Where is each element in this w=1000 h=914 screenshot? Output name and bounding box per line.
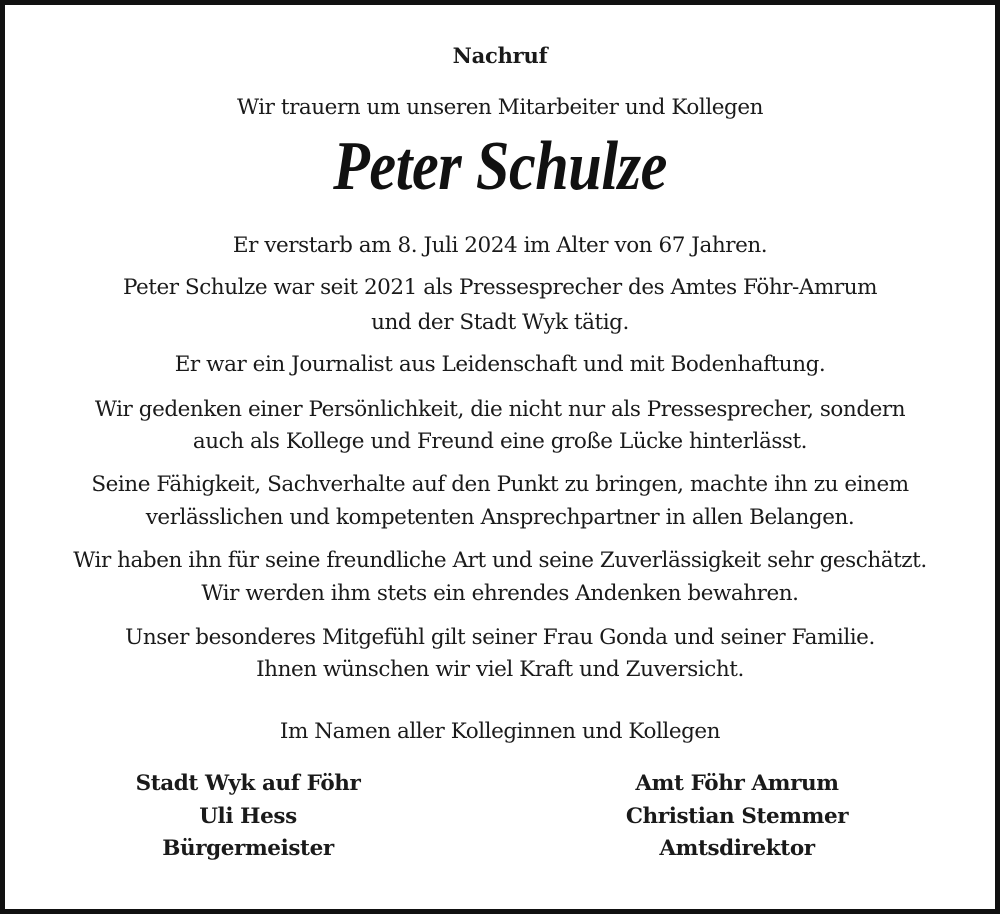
paragraph-personality-line-1: Wir gedenken einer Persönlichkeit, die nicht nur als Pressesprecher, sondern — [94, 397, 906, 422]
paragraph-ability-line-2: verlässlichen und kompetenten Ansprechpartner in allen Belangen. — [145, 505, 855, 530]
signatory-right — [537, 768, 937, 866]
paragraph-appreciation-line-1: Wir haben ihn für seine freundliche Art und seine Zuverlässigkeit sehr geschätzt. — [73, 548, 927, 573]
paragraph-personality-line-2: auch als Kollege und Freund eine große Lücke hinterlässt. — [192, 429, 808, 454]
paragraph-career-line-1: Peter Schulze war seit 2021 als Pressesprecher des Amtes Föhr-Amrum — [122, 275, 878, 300]
intro-line: Wir trauern um unseren Mitarbeiter und Kollegen — [236, 95, 764, 120]
paragraph-ability-line-1: Seine Fähigkeit, Sachverhalte auf den Punkt zu bringen, machte ihn zu einem — [91, 472, 909, 497]
paragraph-appreciation-line-2: Wir werden ihm stets ein ehrendes Andenken bewahren. — [201, 581, 799, 606]
signatory-organization: Amt Föhr Amrum — [635, 771, 839, 796]
paragraph-journalist: Er war ein Journalist aus Leidenschaft und mit Bodenhaftung. — [174, 352, 826, 377]
paragraph-condolence-line-1: Unser besonderes Mitgefühl gilt seiner Frau Gonda und seiner Familie. — [125, 625, 875, 650]
closing-line: Im Namen aller Kolleginnen und Kollegen — [279, 719, 721, 744]
signatory-title: Bürgermeister — [162, 836, 334, 861]
notice-heading: Nachruf — [452, 43, 548, 68]
signatory-left — [48, 768, 448, 866]
signatory-person: Uli Hess — [199, 803, 297, 829]
signatory-title: Amtsdirektor — [659, 836, 815, 861]
paragraph-condolence-line-2: Ihnen wünschen wir viel Kraft und Zuversicht. — [256, 657, 744, 682]
paragraph-career-line-2: und der Stadt Wyk tätig. — [371, 310, 629, 335]
signatory-organization: Stadt Wyk auf Föhr — [135, 771, 361, 796]
signatory-person: Christian Stemmer — [625, 803, 849, 829]
deceased-name: Peter Schulze — [333, 128, 667, 205]
paragraph-death-date: Er verstarb am 8. Juli 2024 im Alter von 67 Jahren. — [232, 233, 768, 258]
